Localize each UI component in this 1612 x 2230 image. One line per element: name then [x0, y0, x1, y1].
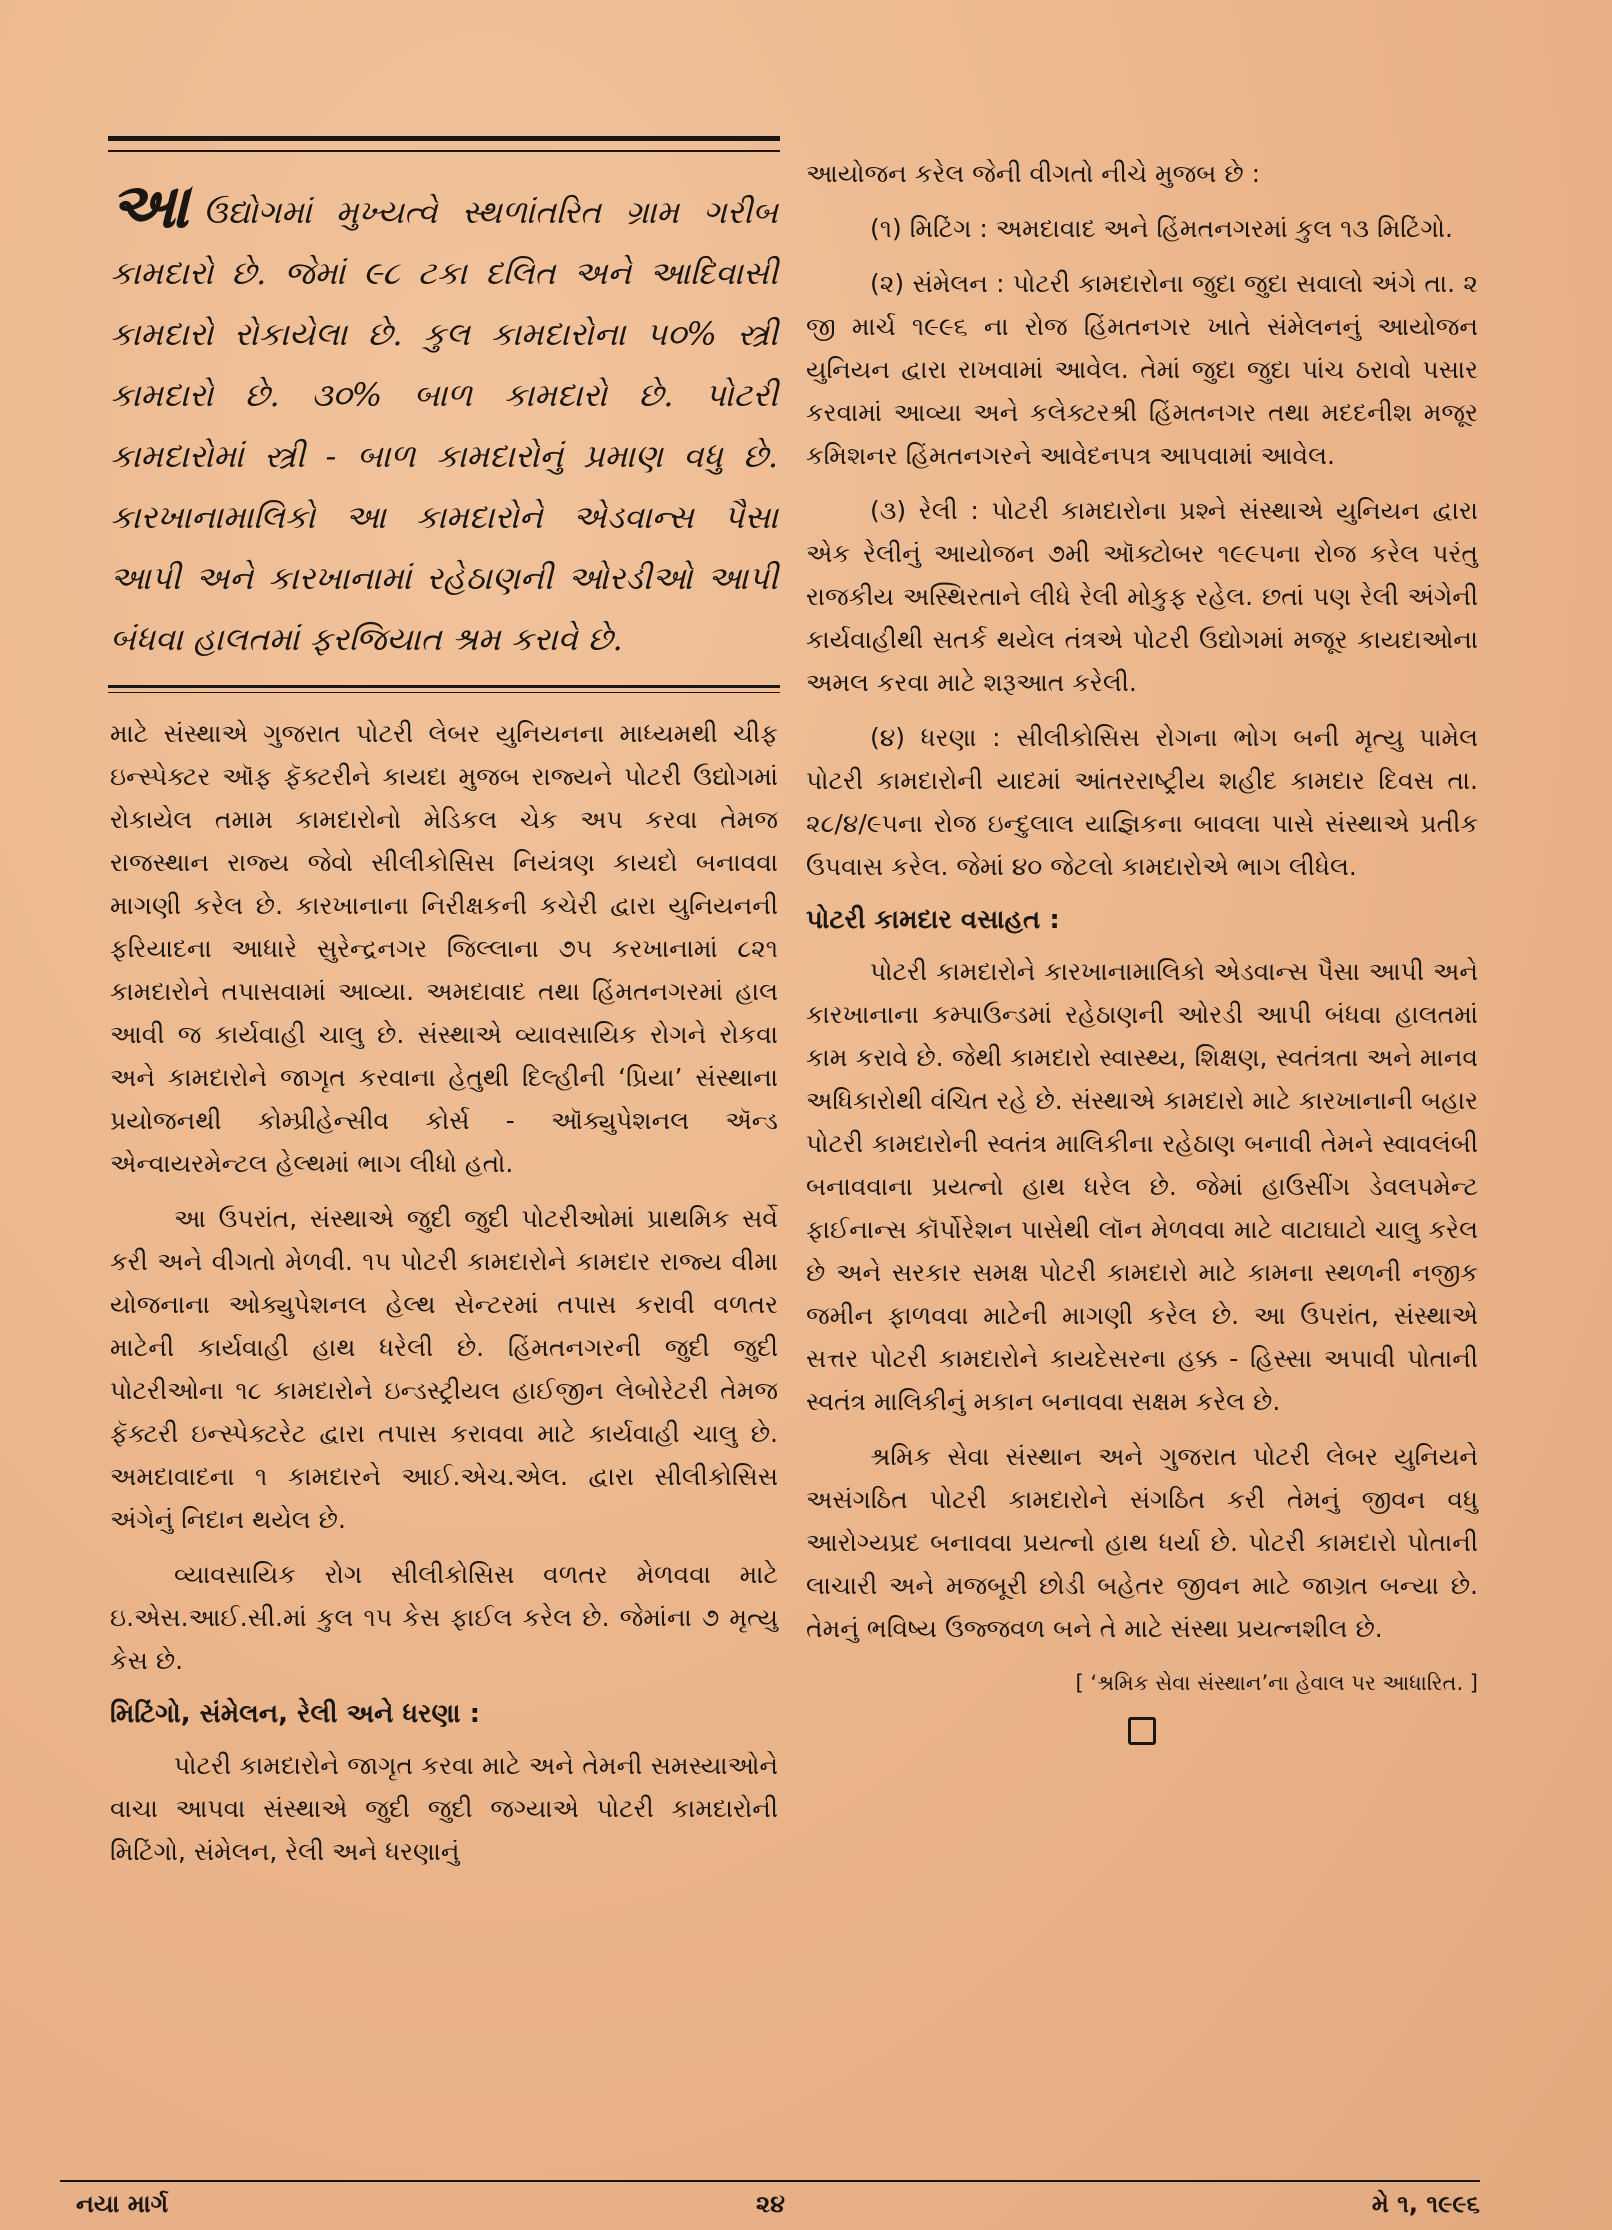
pull-quote [110, 169, 778, 670]
right-paragraph-rally: (૩) રેલી : પોટરી કામદારોના પ્રશ્ને સંસ્થાએ યુનિયન દ્વારા એક રેલીનું આયોજન ૭મી ઑક્ટોબર ૧૯૯૫ના રોજ કરેલ પરંતુ રાજકીય અસ્થિરતાને લીધે રેલી મોકુફ રહેલ. છતાં પણ રેલી અંગેની કાર્યવાહીથી સતર્ક થયેલ તંત્રએ પોટરી ઉદ્યોગમાં મજૂર કાયદાઓના અમલ કરવા માટે શરૂઆત કરેલી. [806, 496, 1478, 697]
right-paragraph-1: આયોજન કરેલ જેની વીગતો નીચે મુજબ છે : [806, 159, 1261, 188]
left-paragraph-1: માટે સંસ્થાએ ગુજરાત પોટરી લેબર યુનિયનના માધ્યમથી ચીફ ઇન્સ્પેક્ટર ઑફ ફૅક્ટરીને કાયદા મુજબ રાજ્યને પોટરી ઉદ્યોગમાં રોકાયેલ તમામ કામદારોનો મેડિકલ ચેક અપ કરવા તેમજ રાજસ્થાન રાજ્ય જેવો સીલીકોસિસ નિયંત્રણ કાયદો બનાવવા માગણી કરેલ છે. કારખાનાના નિરીક્ષકની કચેરી દ્વારા યુનિયનની ફરિયાદના આધારે સુરેન્દ્રનગર જિલ્લાના ૭૫ કરખાનામાં ૮૨૧ કામદારોને તપાસવામાં આવ્યા. અમદાવાદ તથા હિંમતનગરમાં હાલ આવી જ કાર્યવાહી ચાલુ છે. સંસ્થાએ વ્યાવસાયિક રોગને રોકવા અને કામદારોને જાગૃત કરવાના હેતુથી દિલ્હીની ‘પ્રિયા’ સંસ્થાના પ્રયોજનથી કોમ્પ્રીહેન્સીવ કોર્સ - ઑક્યુપેશનલ ઍન્ડ એન્વાયરમેન્ટલ હેલ્થમાં ભાગ લીધો હતો. [110, 719, 778, 1178]
right-paragraph-closing: શ્રમિક સેવા સંસ્થાન અને ગુજરાત પોટરી લેબર યુનિયને અસંગઠિત પોટરી કામદારોને સંગઠિત કરી તેમનું જીવન વધુ આરોગ્યપ્રદ બનાવવા પ્રયત્નો હાથ ધર્યા છે. પોટરી કામદારો પોતાની લાચારી અને મજબૂરી છોડી બહેતર જીવન માટે જાગ્રત બન્યા છે. તેમનું ભવિષ્ય ઉજ્જવળ બને તે માટે સંસ્થા પ્રયત્નશીલ છે. [806, 1442, 1478, 1643]
right-column [806, 152, 1478, 1745]
right-paragraph-conference: (૨) સંમેલન : પોટરી કામદારોના જુદા જુદા સવાલો અંગે તા. ૨ જી માર્ચ ૧૯૯૬ ના રોજ હિંમતનગર ખાતે સંમેલનનું આયોજન યુનિયન દ્વારા રાખવામાં આવેલ. તેમાં જુદા જુદા પાંચ ઠરાવો પસાર કરવામાં આવ્યા અને કલેક્ટરશ્રી હિંમતનગર તથા મદદનીશ મજૂર કમિશનર હિંમતનગરને આવેદનપત્ર આપવામાં આવેલ. [806, 269, 1478, 470]
section-heading-meetings: મિટિંગો, સંમેલન, રેલી અને ધરણા : [110, 1699, 480, 1729]
source-note: [ ‘શ્રમિક સેવા સંસ્થાન’ના હેવાલ પર આધારિત. ] [1075, 1671, 1478, 1695]
left-column [110, 712, 778, 1885]
footer-page-number: ૨૪ [756, 2190, 785, 2218]
pull-quote-text: ઉદ્યોગમાં મુખ્યત્વે સ્થળાંતરિત ગ્રામ ગરીબ કામદારો છે. જેમાં ૯૮ ટકા દલિત અને આદિવાસી કામદારો રોકાયેલા છે. કુલ કામદારોના ૫૦% સ્ત્રી કામદારો છે. ૩૦% બાળ કામદારો છે. પોટરી કામદારોમાં સ્ત્રી - બાળ કામદારોનું પ્રમાણ વધુ છે. કારખાનામાલિકો આ કામદારોને એડવાન્સ પૈસા આપી અને કારખાનામાં રહેઠાણની ઓરડીઓ આપી બંધવા હાલતમાં ફરજિયાત શ્રમ કરાવે છે. [110, 193, 778, 658]
pull-quote-lead: આ [110, 169, 189, 242]
end-mark-icon [1128, 1717, 1156, 1745]
right-paragraph-dharna: (૪) ધરણા : સીલીકોસિસ રોગના ભોગ બની મૃત્યુ પામેલ પોટરી કામદારોની યાદમાં આંતરરાષ્ટ્રીય શહીદ કામદાર દિવસ તા. ૨૮/૪/૯૫ના રોજ ઇન્દુલાલ યાજ્ઞિકના બાવલા પાસે સંસ્થાએ પ્રતીક ઉપવાસ કરેલ. જેમાં ૪૦ જેટલો કામદારોએ ભાગ લીધેલ. [806, 723, 1478, 881]
left-paragraph-4: પોટરી કામદારોને જાગૃત કરવા માટે અને તેમની સમસ્યાઓને વાચા આપવા સંસ્થાએ જુદી જુદી જગ્યાએ પોટરી કામદારોની મિટિંગો, સંમેલન, રેલી અને ધરણાનું [110, 1751, 778, 1866]
footer-rule [60, 2180, 1480, 2182]
top-double-rule [108, 136, 780, 152]
right-paragraph-colony: પોટરી કામદારોને કારખાનામાલિકો એડવાન્સ પૈસા આપી અને કારખાનાના કમ્પાઉન્ડમાં રહેઠાણની ઓરડી આપી બંધવા હાલતમાં કામ કરાવે છે. જેથી કામદારો સ્વાસ્થ્ય, શિક્ષણ, સ્વતંત્રતા અને માનવ અધિકારોથી વંચિત રહે છે. સંસ્થાએ કામદારો માટે કારખાનાની બહાર પોટરી કામદારોની સ્વતંત્ર માલિકીના રહેઠાણ બનાવી તેમને સ્વાવલંબી બનાવવાના પ્રયત્નો હાથ ધરેલ છે. જેમાં હાઉસીંગ ડેવલપમેન્ટ ફાઈનાન્સ કૉર્પોરેશન પાસેથી લૉન મેળવવા માટે વાટાઘાટો ચાલુ કરેલ છે અને સરકાર સમક્ષ પોટરી કામદારો માટે કામના સ્થળની નજીક જમીન ફાળવવા માટેની માગણી કરેલ છે. આ ઉપરાંત, સંસ્થાએ સત્તર પોટરી કામદારોને કાયદેસરના હક્ક - હિસ્સા અપાવી પોતાની સ્વતંત્ર માલિકીનું મકાન બનાવવા સક્ષમ કરેલ છે. [806, 957, 1478, 1416]
left-paragraph-2: આ ઉપરાંત, સંસ્થાએ જુદી જુદી પોટરીઓમાં પ્રાથમિક સર્વે કરી અને વીગતો મેળવી. ૧૫ પોટરી કામદારોને કામદાર રાજ્ય વીમા યોજનાના ઓક્યુપેશનલ હેલ્થ સેન્ટરમાં તપાસ કરાવી વળતર માટેની કાર્યવાહી હાથ ધરેલી છે. હિંમતનગરની જુદી જુદી પોટરીઓના ૧૮ કામદારોને ઇન્ડસ્ટ્રીયલ હાઈજીન લેબોરેટરી તેમજ ફૅક્ટરી ઇન્સ્પેક્ટરેટ દ્વારા તપાસ કરાવવા માટે કાર્યવાહી ચાલુ છે. અમદાવાદના ૧ કામદારને આઈ.એચ.એલ. દ્વારા સીલીકોસિસ અંગેનું નિદાન થયેલ છે. [110, 1204, 778, 1534]
right-paragraph-meeting: (૧) મિટિંગ : અમદાવાદ અને હિંમતનગરમાં કુલ ૧૩ મિટિંગો. [870, 214, 1453, 243]
mid-double-rule [108, 685, 780, 693]
footer-magazine-name: નયા માર્ગ [76, 2190, 169, 2218]
left-paragraph-3: વ્યાવસાયિક રોગ સીલીકોસિસ વળતર મેળવવા માટે ઇ.એસ.આઈ.સી.માં કુલ ૧૫ કેસ ફાઈલ કરેલ છે. જેમાંના ૭ મૃત્યુ કેસ છે. [110, 1560, 778, 1675]
section-heading-colony: પોટરી કામદાર વસાહત : [806, 905, 1060, 935]
footer-date: મે ૧, ૧૯૯૬ [1371, 2190, 1480, 2218]
